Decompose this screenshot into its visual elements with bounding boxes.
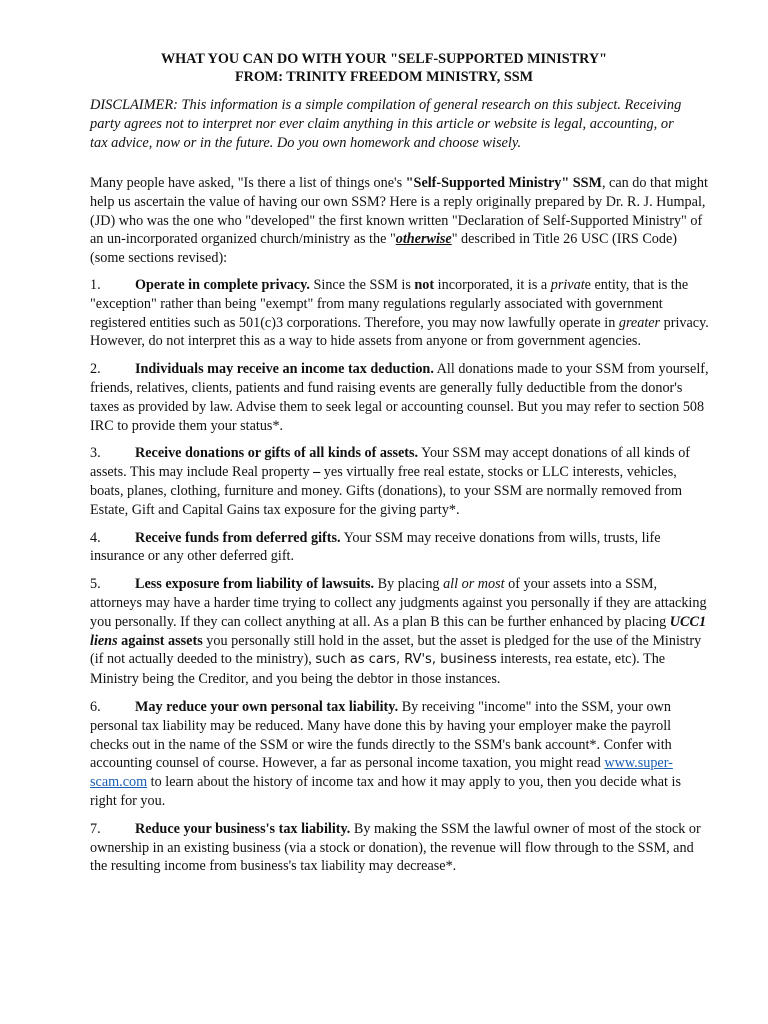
item-heading: Operate in complete privacy. xyxy=(135,277,310,293)
item-number: 5. xyxy=(90,576,101,593)
numbered-list xyxy=(90,276,710,885)
item-text: By placing xyxy=(374,576,444,593)
item-bold-italic: UCC1 liens xyxy=(90,613,707,649)
item-text: you personally still hold in the asset, but the asset is pledged for the use of the Ministry (if not actually deeded to the ministry), xyxy=(90,632,702,668)
item-number: 1. xyxy=(90,277,101,293)
item-sans-text: such as cars, RV's, business xyxy=(315,652,497,668)
item-text: yes virtually free real estate, stocks or LLC interests, vehicles, boats, planes, clothing, furniture and money. Gifts (donations), to your SSM are normally removed from Estate, Gift and Capital Gains tax exposure for the giving party*. xyxy=(90,464,683,518)
list-item-5 xyxy=(90,575,710,689)
intro-bold-ssm: "Self-Supported Ministry" SSM xyxy=(405,175,602,191)
item-text: incorporated, it is a xyxy=(434,277,551,293)
item-italic: all or most xyxy=(443,576,505,593)
intro-text-2: , can do that might help us ascertain the value of having our own SSM? Here is a reply originally prepared by Dr. R. J. Humpal, (JD) who was the one who "developed" the first known written "Declaration of Self-Supported Ministry" of an un-incorporated organized church/ministry as the " xyxy=(90,175,708,248)
title-line-2: FROM: TRINITY FREEDOM MINISTRY, SSM xyxy=(234,69,534,85)
item-text: Since the SSM is xyxy=(309,277,415,293)
item-number: 6. xyxy=(90,698,101,715)
item-bold: not xyxy=(414,277,435,293)
item-text: interests, rea estate, etc). The Ministry being the Creditor, and you being the debtor in those instances. xyxy=(90,651,666,688)
intro-paragraph xyxy=(90,174,710,268)
intro-text-3: " described in Title 26 USC (IRS Code) (some sections revised): xyxy=(90,231,678,267)
item-text: Your SSM may receive donations from wills, trusts, life insurance or any other deferred gift. xyxy=(90,529,661,565)
disclaimer: DISCLAIMER: This information is a simple compilation of general research on this subject. Receiving party agrees not to interpret nor ever claim anything in this article or website is legal, accounting, or tax advice, now or in the future. Do you own homework and choose wisely. xyxy=(90,97,682,151)
item-heading: Receive funds from deferred gifts. xyxy=(135,529,341,546)
item-heading: May reduce your own personal tax liability. xyxy=(135,698,399,715)
list-item-1 xyxy=(90,276,710,351)
item-text: to learn about the history of income tax and how it may apply to you, then you decide what is right for you. xyxy=(90,774,682,809)
item-number: 7. xyxy=(90,820,101,837)
list-item-6 xyxy=(90,698,710,811)
item-text: By receiving "income" into the SSM, your own personal tax liability may be reduced. Many have done this by having your employer make the payroll checks out in the name of the SSM or wire the funds directly to the SSM's bank account*. Confer with accounting counsel of course. However, a far as personal income taxation, you might read xyxy=(90,698,672,772)
document-title xyxy=(0,50,768,86)
item-heading: Reduce your business's tax liability. xyxy=(135,820,351,837)
item-heading: Receive donations or gifts of all kinds of assets. xyxy=(135,445,419,462)
item-heading: Individuals may receive an income tax deduction. xyxy=(135,361,434,378)
intro-text-1: Many people have asked, "Is there a list of things one's xyxy=(90,175,406,191)
item-text: By making the SSM the lawful owner of most of the stock or ownership in an existing business (via a stock or donation), the revenue will flow through to the SSM, and the resulting income from business's tax liability may decrease*. xyxy=(90,820,701,875)
item-text: Your SSM may accept donations of all kinds of assets. This may include Real property xyxy=(90,445,691,481)
item-text: e entity, that is the "exception" rather than being "exempt" from many regulations regularly associated with government registered entities such as 501(c)3 corporations. Therefore, you may now lawfully operate in xyxy=(90,277,689,331)
list-item-7 xyxy=(90,820,710,876)
item-italic: greater xyxy=(618,314,661,331)
item-text: of your assets into a SSM, attorneys may have a harder time trying to collect any judgments against you personally if they are attacking you personally. If they can collect anything at all. As a plan B this can be further enhanced by placing xyxy=(90,576,707,630)
list-item-3 xyxy=(90,444,710,519)
item-number: 2. xyxy=(90,361,101,378)
item-number: 4. xyxy=(90,529,101,546)
list-item-2 xyxy=(90,360,710,435)
item-text: privacy. However, do not interpret this as a way to hide assets from anyone or from government agencies. xyxy=(90,314,709,350)
item-heading: Less exposure from liability of lawsuits. xyxy=(135,576,375,593)
title-line-1: WHAT YOU CAN DO WITH YOUR "SELF-SUPPORTED MINISTRY" xyxy=(160,51,608,67)
item-bold: against assets xyxy=(117,632,203,649)
super-scam-link[interactable]: www.super-scam.com xyxy=(90,755,673,791)
item-number: 3. xyxy=(90,445,101,462)
item-italic: privat xyxy=(550,277,585,293)
item-text: All donations made to your SSM from yourself, friends, relatives, clients, patients and fund raising events are generally fully deductible from the donor's taxes as provided by law. Advise them to seek legal or accounting counsel. But you may refer to section 508 IRC to provide them your status*. xyxy=(90,361,709,434)
item-bold: – xyxy=(313,464,321,481)
list-item-4 xyxy=(90,529,710,567)
intro-otherwise: otherwise xyxy=(395,231,452,248)
